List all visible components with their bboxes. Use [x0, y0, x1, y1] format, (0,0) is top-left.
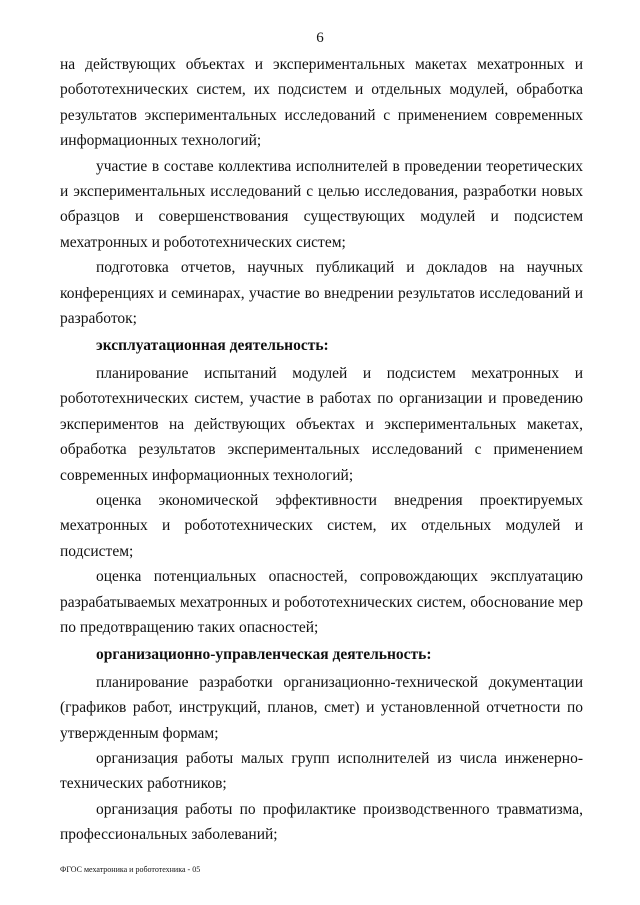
paragraph-injury-prevention: организация работы по профилактике производственного травматизма, профессиональных заболеваний;	[60, 800, 583, 844]
paragraph-reports-publications: подготовка отчетов, научных публикаций и докладов на научных конференциях и семинарах, участие во внедрении результатов исследований и разработок;	[60, 259, 583, 328]
page-footer: ФГОС мехатроника и робототехника - 05	[60, 865, 201, 874]
paragraph-small-groups: организация работы малых групп исполнителей из числа инженерно-технических работников;	[60, 749, 583, 793]
paragraph-hazard-assessment: оценка потенциальных опасностей, сопровождающих эксплуатацию разрабатываемых мехатронных и робототехнических систем, обоснование мер по предотвращению таких опасностей;	[60, 568, 583, 636]
section-heading-organizational: организационно-управленческая деятельность:	[96, 646, 432, 664]
section-heading-operational: эксплуатационная деятельность:	[96, 337, 329, 355]
paragraph-team-participation: участие в составе коллектива исполнителей в проведении теоретических и экспериментальных исследований с целью исследования, разработки новых образцов и совершенствования существующих модулей и подсистем мехатронных и робототехнических систем;	[60, 157, 583, 251]
document-body	[60, 52, 583, 848]
page-number: 6	[316, 30, 324, 46]
paragraph-research-continuation: на действующих объектах и экспериментальных макетах мехатронных и робототехнических систем, их подсистем и отдельных модулей, обработка результатов экспериментальных исследований с применением современных информационных технологий;	[60, 56, 583, 150]
paragraph-test-planning: планирование испытаний модулей и подсистем мехатронных и робототехнических систем, участие в работах по организации и проведению экспериментов на действующих объектах и экспериментальных макетах, обработка результатов экспериментальных исследований с применением современных информационных технологий;	[60, 364, 583, 484]
paragraph-economic-efficiency: оценка экономической эффективности внедрения проектируемых мехатронных и робототехнических систем, их отдельных модулей и подсистем;	[60, 491, 583, 560]
paragraph-documentation-planning: планирование разработки организационно-технической документации (графиков работ, инструкций, планов, смет) и установленной отчетности по утвержденным формам;	[60, 673, 583, 742]
